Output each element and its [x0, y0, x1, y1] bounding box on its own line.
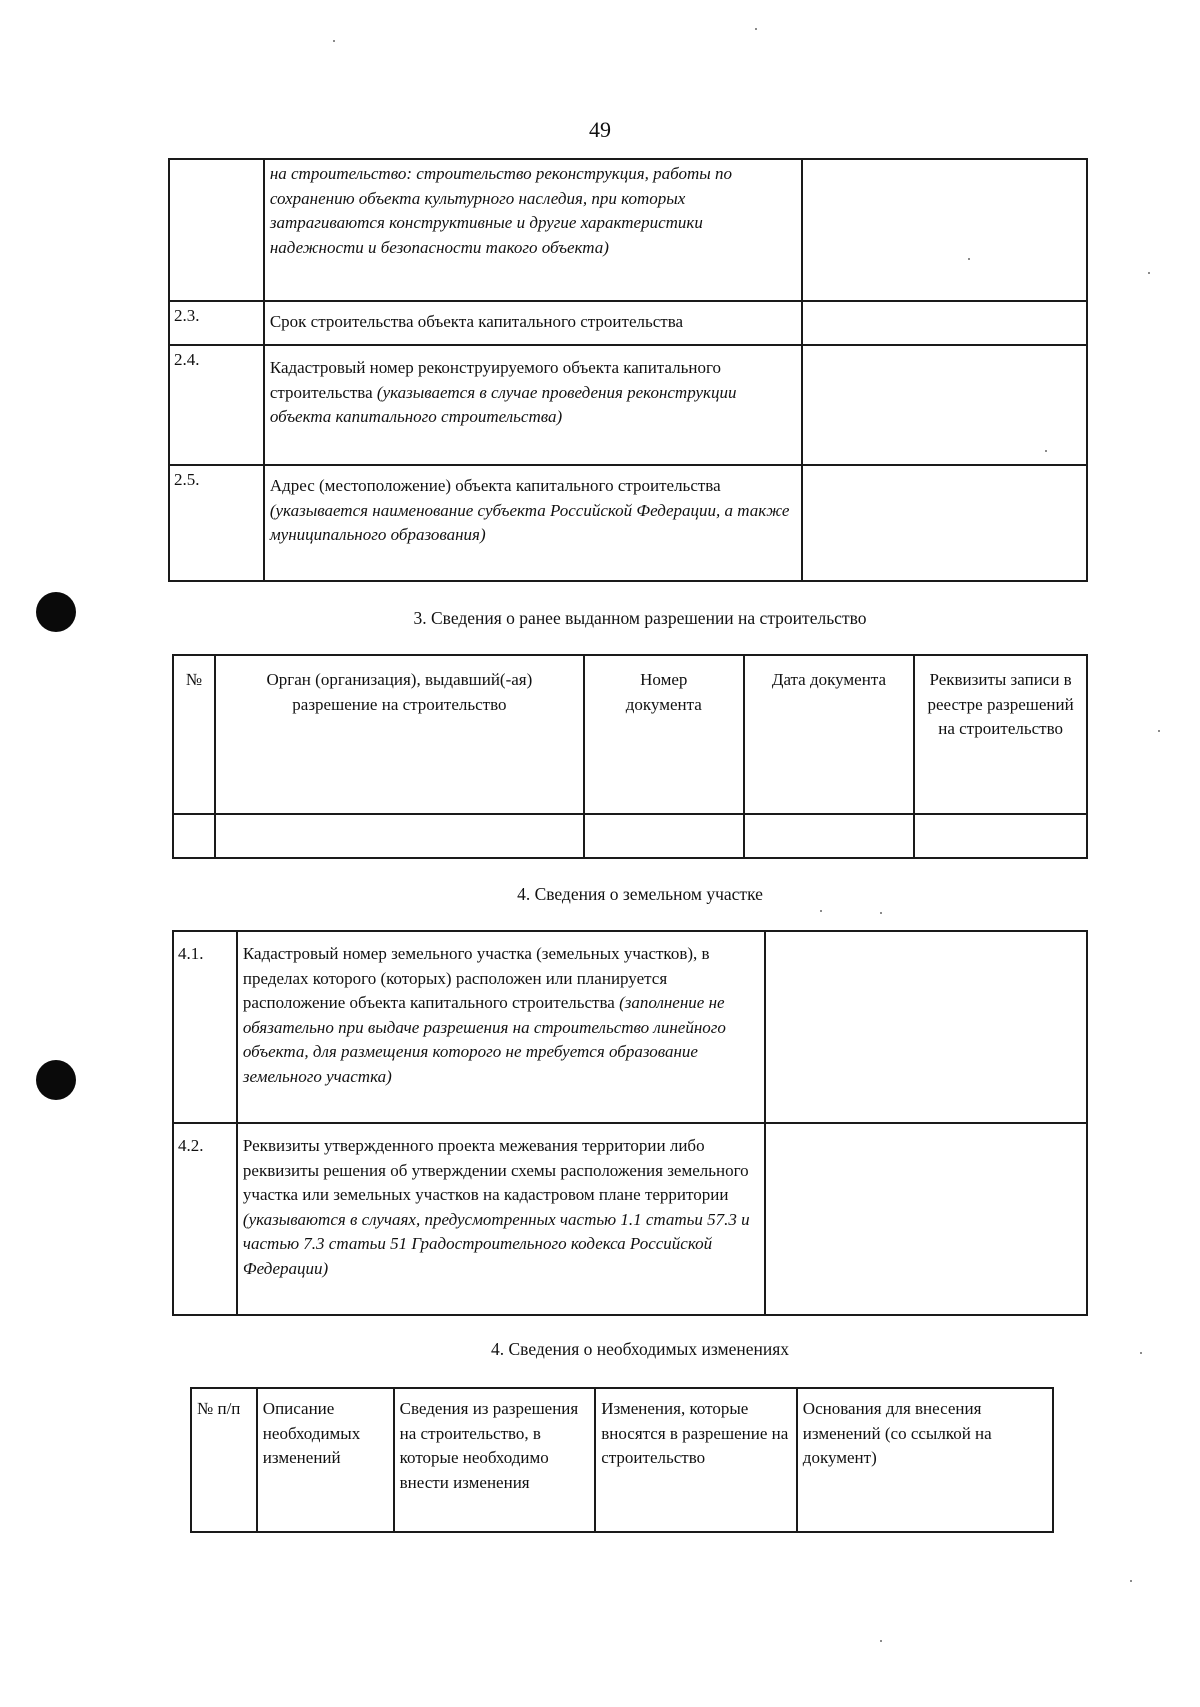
section-heading: 4. Сведения о земельном участке: [517, 884, 763, 904]
column-header: Сведения из разрешения на строительство, в которые необходимо внести изменения: [394, 1388, 596, 1532]
scan-speck: [333, 40, 335, 42]
row-number: 2.3.: [169, 301, 264, 345]
row-label: Кадастровый номер реконструируемого объекта капитального строительства (указывается в случае проведения реконструкции объекта капитального строительства): [264, 345, 802, 465]
table-row: [169, 465, 1087, 581]
row-number: 2.5.: [169, 465, 264, 581]
punch-hole: [36, 592, 76, 632]
value-cell[interactable]: [765, 931, 1087, 1123]
column-header: Изменения, которые вносятся в разрешение на строительство: [595, 1388, 797, 1532]
previous-permit-table: [172, 654, 1088, 859]
table-header-row: [173, 655, 1087, 814]
scan-speck: [968, 258, 970, 260]
table-cell[interactable]: [215, 814, 584, 858]
table-row: [169, 159, 1087, 301]
table-row: [173, 931, 1087, 1123]
scan-speck: [880, 912, 882, 914]
value-cell[interactable]: [802, 345, 1087, 465]
scan-speck: [755, 28, 757, 30]
scan-speck: [1130, 1580, 1132, 1582]
column-header: Номер документа: [584, 655, 744, 814]
table-cell[interactable]: [914, 814, 1087, 858]
scan-speck: [1158, 730, 1160, 732]
object-info-table: [168, 158, 1088, 582]
column-header: Описание необходимых изменений: [257, 1388, 394, 1532]
table-cell[interactable]: [173, 814, 215, 858]
column-header: №: [173, 655, 215, 814]
table-row: [173, 814, 1087, 858]
scan-speck: [880, 1640, 882, 1642]
row-label: Адрес (местоположение) объекта капитального строительства (указывается наименование субъекта Российской Федерации, а также муниципального образования): [264, 465, 802, 581]
scan-speck: [1045, 450, 1047, 452]
table-cell[interactable]: [584, 814, 744, 858]
page-number: 49: [589, 117, 611, 142]
value-cell[interactable]: [802, 159, 1087, 301]
row-number: 4.1.: [173, 931, 237, 1123]
column-header: Дата документа: [744, 655, 915, 814]
row-label: Реквизиты утвержденного проекта межевания территории либо реквизиты решения об утверждении схемы расположения земельного участка или земельных участков на кадастровом плане территории (указываются в случаях, предусмотренных частью 1.1 статьи 57.3 и частью 7.3 статьи 51 Градостроительного кодекса Российской Федерации): [237, 1123, 765, 1315]
row-label: Срок строительства объекта капитального строительства: [264, 301, 802, 345]
value-cell[interactable]: [802, 465, 1087, 581]
scan-speck: [1148, 272, 1150, 274]
section-heading: 3. Сведения о ранее выданном разрешении на строительство: [413, 608, 867, 628]
table-row: [173, 1123, 1087, 1315]
column-header: № п/п: [191, 1388, 257, 1532]
row-number: 2.4.: [169, 345, 264, 465]
row-number: [169, 159, 264, 301]
section-heading: 4. Сведения о необходимых изменениях: [490, 1339, 790, 1359]
table-cell[interactable]: [744, 814, 915, 858]
row-label: Кадастровый номер земельного участка (земельных участков), в пределах которого (которых) расположен или планируется расположение объекта капитального строительства (заполнение не обязательно при выдаче разрешения на строительство линейного объекта, для размещения которого не требуется образование земельного участка): [237, 931, 765, 1123]
value-cell[interactable]: [765, 1123, 1087, 1315]
table-header-row: [191, 1388, 1053, 1532]
land-plot-table: [172, 930, 1088, 1316]
table-row: [169, 345, 1087, 465]
scan-speck: [820, 910, 822, 912]
changes-table: [190, 1387, 1054, 1533]
table-row: [169, 301, 1087, 345]
column-header: Орган (организация), выдавший(-ая) разрешение на строительство: [215, 655, 584, 814]
column-header: Реквизиты записи в реестре разрешений на строительство: [914, 655, 1087, 814]
value-cell[interactable]: [802, 301, 1087, 345]
scan-speck: [1140, 1352, 1142, 1354]
punch-hole: [36, 1060, 76, 1100]
column-header: Основания для внесения изменений (со ссылкой на документ): [797, 1388, 1053, 1532]
row-label: на строительство: строительство реконструкция, работы по сохранению объекта культурного наследия, при которых затрагиваются конструктивные и другие характеристики надежности и безопасности такого объекта): [264, 159, 802, 301]
row-number: 4.2.: [173, 1123, 237, 1315]
